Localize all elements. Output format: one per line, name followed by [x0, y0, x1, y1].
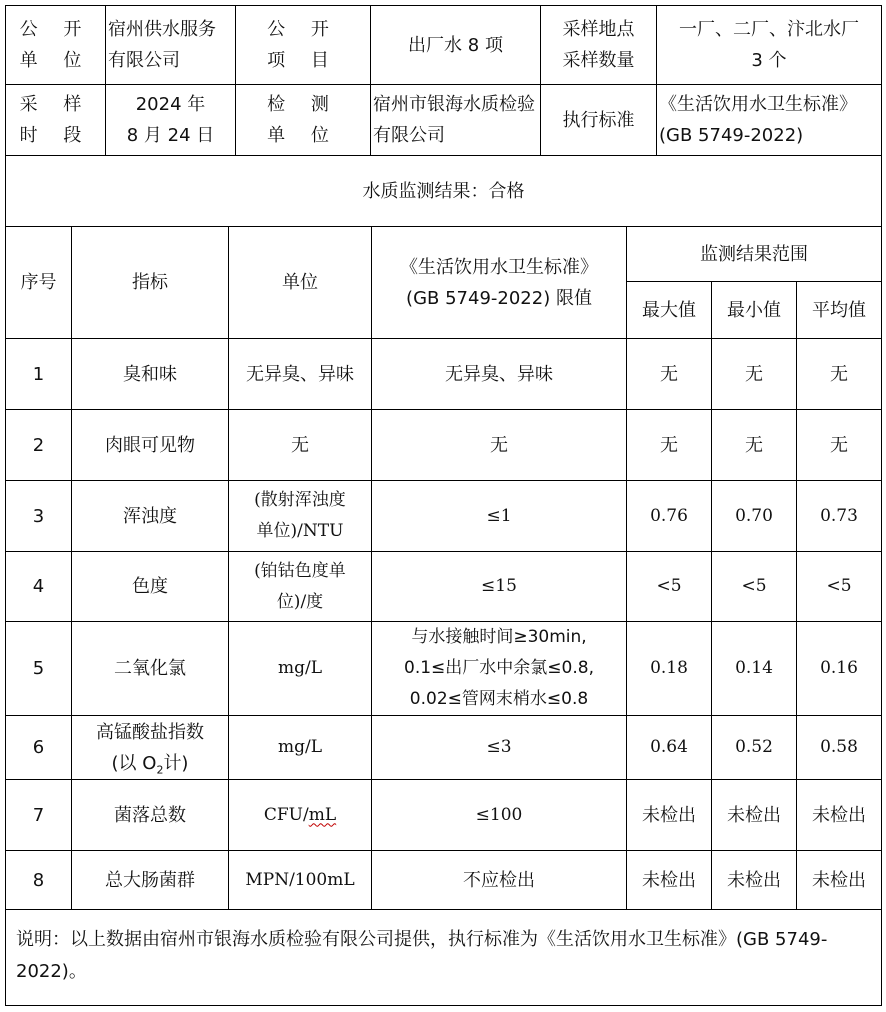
- col-header-range: 监测结果范围: [627, 227, 882, 282]
- standard-label: 执行标准: [541, 85, 657, 156]
- lab-label: 检 测 单 位: [236, 85, 371, 156]
- row-max: 0.18: [627, 622, 712, 716]
- row-min: 0.52: [712, 716, 797, 780]
- row-avg: 无: [797, 410, 882, 481]
- row-no: 5: [6, 622, 72, 716]
- row-avg: 0.58: [797, 716, 882, 780]
- table-row: [6, 716, 882, 780]
- row-avg: 未检出: [797, 851, 882, 910]
- row-max: 无: [627, 339, 712, 410]
- row-min: 未检出: [712, 780, 797, 851]
- row-min: 0.14: [712, 622, 797, 716]
- header-table: [5, 5, 882, 227]
- row-avg: <5: [797, 552, 882, 622]
- row-max: <5: [627, 552, 712, 622]
- lab-value: 宿州市银海水质检验有限公司: [371, 85, 541, 156]
- col-header-limit: 《生活饮用水卫生标准》 (GB 5749-2022) 限值: [372, 227, 627, 339]
- spellcheck-marked-text: mL: [308, 804, 337, 825]
- row-indicator: 肉眼可见物: [72, 410, 229, 481]
- table-row: [6, 410, 882, 481]
- row-unit: (散射浑浊度 单位)/NTU: [229, 481, 372, 552]
- table-row: [6, 851, 882, 910]
- row-no: 2: [6, 410, 72, 481]
- row-min: <5: [712, 552, 797, 622]
- row-avg: 未检出: [797, 780, 882, 851]
- col-header-indicator: 指标: [72, 227, 229, 339]
- row-min: 无: [712, 339, 797, 410]
- row-indicator: 总大肠菌群: [72, 851, 229, 910]
- publisher-label: 公 开 单 位: [6, 6, 106, 85]
- row-indicator: 臭和味: [72, 339, 229, 410]
- row-no: 7: [6, 780, 72, 851]
- row-max: 0.64: [627, 716, 712, 780]
- row-no: 3: [6, 481, 72, 552]
- site-value: 一厂、二厂、汴北水厂 3 个: [657, 6, 882, 85]
- row-min: 0.70: [712, 481, 797, 552]
- row-unit: mg/L: [229, 716, 372, 780]
- row-indicator-line1: 高锰酸盐指数: [96, 721, 204, 743]
- row-limit: ≤3: [372, 716, 627, 780]
- row-no: 6: [6, 716, 72, 780]
- row-indicator-line2: [74, 748, 226, 779]
- row-limit: 与水接触时间≥30min, 0.1≤出厂水中余氯≤0.8, 0.02≤管网末梢水≤0.8: [372, 622, 627, 716]
- indicator-subscript: 2: [156, 763, 164, 777]
- site-label: 采样地点 采样数量: [541, 6, 657, 85]
- item-label: 公 开 项 目: [236, 6, 371, 85]
- row-indicator: 色度: [72, 552, 229, 622]
- footnote: 说明：以上数据由宿州市银海水质检验有限公司提供，执行标准为《生活饮用水卫生标准》(GB 5749-2022)。: [6, 910, 882, 1006]
- row-limit: 无异臭、异味: [372, 339, 627, 410]
- row-max: 无: [627, 410, 712, 481]
- row-indicator: 菌落总数: [72, 780, 229, 851]
- table-row: [6, 780, 882, 851]
- row-unit: 无: [229, 410, 372, 481]
- row-avg: 无: [797, 339, 882, 410]
- period-label: 采 样 时 段: [6, 85, 106, 156]
- row-indicator: [72, 716, 229, 780]
- item-value: 出厂水 8 项: [371, 6, 541, 85]
- results-table: [5, 226, 882, 1006]
- result-summary: 水质监测结果：合格: [6, 156, 882, 227]
- period-value: 2024 年 8 月 24 日: [106, 85, 236, 156]
- table-row: [6, 481, 882, 552]
- row-unit: MPN/100mL: [229, 851, 372, 910]
- row-min: 无: [712, 410, 797, 481]
- col-header-no: 序号: [6, 227, 72, 339]
- row-avg: 0.73: [797, 481, 882, 552]
- row-unit: (铂钴色度单 位)/度: [229, 552, 372, 622]
- col-header-avg: 平均值: [797, 282, 882, 339]
- row-limit: ≤100: [372, 780, 627, 851]
- row-no: 4: [6, 552, 72, 622]
- row-min: 未检出: [712, 851, 797, 910]
- unit-main: CFU/: [263, 804, 309, 825]
- standard-value: 《生活饮用水卫生标准》(GB 5749-2022): [657, 85, 882, 156]
- indicator-prefix: (以 O: [111, 752, 157, 774]
- row-unit: 无异臭、异味: [229, 339, 372, 410]
- row-unit: mg/L: [229, 622, 372, 716]
- row-limit: ≤15: [372, 552, 627, 622]
- indicator-suffix: 计): [163, 752, 189, 774]
- table-row: [6, 339, 882, 410]
- row-limit: ≤1: [372, 481, 627, 552]
- col-header-max: 最大值: [627, 282, 712, 339]
- row-indicator: 二氧化氯: [72, 622, 229, 716]
- row-limit: 无: [372, 410, 627, 481]
- row-max: 未检出: [627, 780, 712, 851]
- row-no: 8: [6, 851, 72, 910]
- row-avg: 0.16: [797, 622, 882, 716]
- table-row: [6, 552, 882, 622]
- row-unit: [229, 780, 372, 851]
- row-limit: 不应检出: [372, 851, 627, 910]
- table-row: [6, 622, 882, 716]
- publisher-value: 宿州供水服务有限公司: [106, 6, 236, 85]
- col-header-unit: 单位: [229, 227, 372, 339]
- row-indicator: 浑浊度: [72, 481, 229, 552]
- row-no: 1: [6, 339, 72, 410]
- col-header-min: 最小值: [712, 282, 797, 339]
- row-max: 未检出: [627, 851, 712, 910]
- row-max: 0.76: [627, 481, 712, 552]
